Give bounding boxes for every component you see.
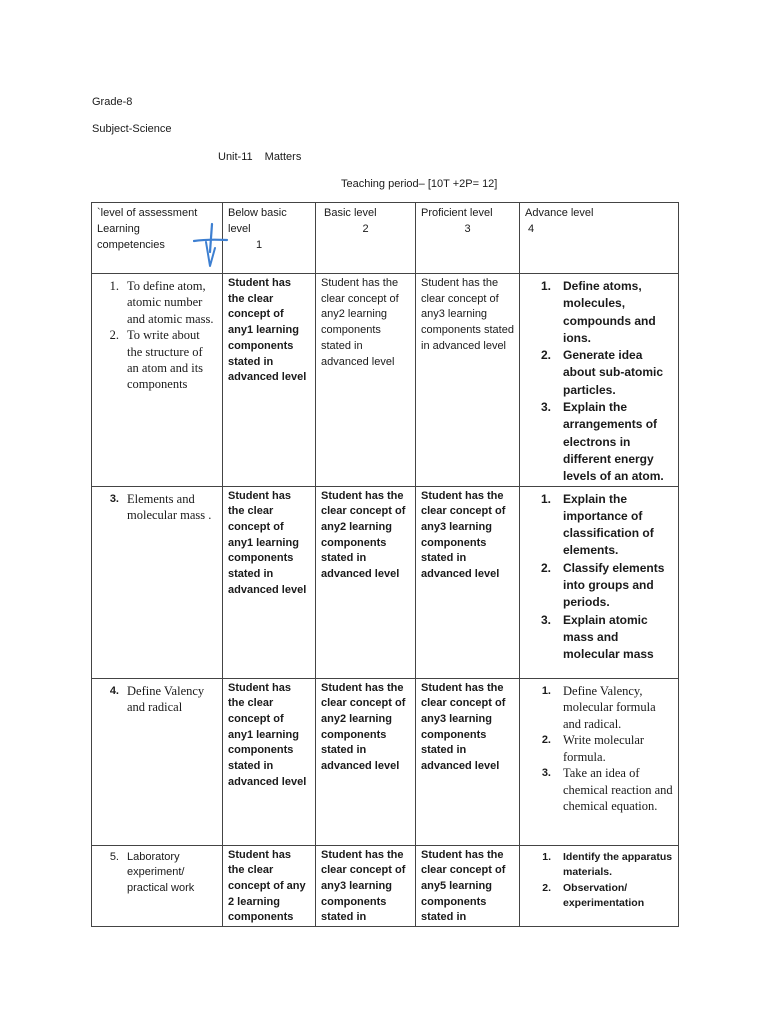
header-below-basic-number: 1	[256, 239, 263, 251]
list-number: 2.	[542, 881, 551, 894]
basic-cell	[316, 274, 416, 487]
proficient-text: Student has the clear concept of any3 learning components stated in advanced level	[421, 277, 514, 352]
list-number: 3.	[540, 400, 551, 415]
competency-cell	[92, 845, 223, 927]
advance-text: Generate idea about sub-atomic particles.	[563, 348, 664, 397]
advance-cell	[520, 486, 679, 678]
advance-text: Write molecular formula.	[563, 733, 645, 764]
list-number: 1.	[109, 279, 119, 293]
header-competencies	[92, 203, 223, 274]
competency-text: To define atom, atomic number and atomic mass.	[127, 279, 214, 326]
below-basic-text: Student has the clear concept of any1 learning components stated in advanced level	[228, 277, 307, 384]
proficient-cell	[416, 486, 520, 678]
header-basic	[316, 203, 416, 274]
list-item	[97, 491, 217, 524]
proficient-cell	[416, 678, 520, 845]
advance-text: Explain atomic mass and molecular mass	[563, 612, 654, 662]
header-basic-number: 2	[362, 223, 369, 235]
unit-heading	[218, 151, 301, 163]
below-basic-cell	[223, 486, 316, 678]
grade-label: Grade-8	[92, 96, 133, 108]
proficient-cell	[416, 274, 520, 487]
list-item	[525, 278, 673, 347]
advance-text: Identify the apparatus materials.	[563, 850, 673, 879]
competency-cell	[92, 486, 223, 678]
table-row	[92, 274, 679, 487]
list-item	[525, 399, 673, 485]
table-row	[92, 678, 679, 845]
subject-label: Subject-Science	[92, 123, 172, 135]
advance-text: Explain the importance of classification of elements.	[563, 491, 654, 558]
advance-text: Take an idea of chemical reaction and chemical equation.	[563, 766, 673, 814]
list-number: 4.	[109, 684, 119, 697]
list-item	[97, 327, 217, 393]
advance-text: Classify elements into groups and periods.	[563, 560, 665, 610]
table-row	[92, 845, 679, 927]
header-advance-label: Advance level	[525, 207, 594, 219]
header-basic-label: Basic level	[324, 207, 377, 219]
competency-text: Laboratory experiment/ practical work	[127, 850, 195, 894]
header-below-basic-label: Below basic	[228, 207, 287, 219]
list-item	[97, 683, 217, 716]
below-basic-text: Student has the clear concept of any1 learning components stated in advanced level	[228, 489, 307, 596]
advance-text: Explain the arrangements of electrons in different energy levels of an atom.	[563, 400, 664, 484]
assessment-rubric-table	[91, 202, 679, 927]
below-basic-text: Student has the clear concept of any 2 learning components	[228, 848, 306, 924]
header-learning: Learning	[97, 223, 140, 235]
list-number: 2.	[541, 734, 551, 747]
basic-text: Student has the clear concept of any3 learning components stated in	[321, 848, 406, 924]
basic-text: Student has the clear concept of any2 learning components stated in advanced level	[321, 277, 399, 368]
below-basic-text: Student has the clear concept of any1 learning components stated in advanced level	[228, 681, 307, 788]
header-competencies-label: competencies	[97, 239, 165, 251]
proficient-text: Student has the clear concept of any5 learning components stated in	[421, 848, 506, 924]
header-proficient-label: Proficient level	[421, 207, 493, 219]
list-number: 3.	[540, 612, 551, 627]
list-number: 1.	[542, 850, 551, 863]
table-row	[92, 486, 679, 678]
header-advance-number: 4	[528, 223, 535, 235]
header-level-of-assessment: `level of assessment	[97, 207, 198, 219]
advance-cell	[520, 845, 679, 927]
competency-text: Define Valency and radical	[127, 683, 205, 714]
list-number: 3.	[541, 767, 551, 780]
list-item	[525, 491, 673, 560]
below-basic-cell	[223, 678, 316, 845]
proficient-text: Student has the clear concept of any3 learning components stated in advanced level	[421, 489, 506, 581]
list-item	[525, 881, 673, 912]
below-basic-cell	[223, 274, 316, 487]
teaching-period: Teaching period– [10T +2P= 12]	[341, 178, 498, 190]
list-item	[97, 850, 217, 897]
list-number: 1.	[541, 684, 551, 697]
basic-cell	[316, 845, 416, 927]
advance-text: Define Valency, molecular formula and radical.	[563, 683, 656, 731]
header-proficient-number: 3	[464, 223, 471, 235]
proficient-text: Student has the clear concept of any3 learning components stated in advanced level	[421, 681, 506, 773]
proficient-cell	[416, 845, 520, 927]
list-item	[525, 765, 673, 815]
advance-text: Define atoms, molecules, compounds and ions.	[563, 279, 656, 345]
advance-cell	[520, 678, 679, 845]
competency-cell	[92, 274, 223, 487]
list-number: 1.	[540, 491, 551, 506]
list-number: 2.	[540, 348, 551, 363]
list-item	[525, 732, 673, 765]
unit-number: Unit-11	[218, 151, 253, 163]
table-header-row	[92, 203, 679, 274]
list-item	[525, 347, 673, 399]
advance-cell	[520, 274, 679, 487]
list-number: 2.	[109, 328, 119, 343]
advance-text: Observation/ experimentation	[563, 881, 645, 910]
header-below-basic	[223, 203, 316, 274]
header-below-basic-level: level	[228, 223, 251, 235]
competency-cell	[92, 678, 223, 845]
list-item	[525, 560, 673, 612]
list-item	[525, 850, 673, 881]
basic-cell	[316, 486, 416, 678]
list-number: 1.	[540, 279, 551, 293]
header-proficient	[416, 203, 520, 274]
list-number: 5.	[109, 850, 119, 863]
list-item	[525, 612, 673, 664]
basic-text: Student has the clear concept of any2 learning components stated in advanced level	[321, 489, 406, 581]
basic-cell	[316, 678, 416, 845]
list-item	[525, 683, 673, 733]
competency-text: To write about the structure of an atom and its components	[127, 328, 204, 392]
header-advance	[520, 203, 679, 274]
competency-text: Elements and molecular mass .	[127, 491, 212, 522]
list-item	[97, 278, 217, 327]
list-number: 3.	[109, 492, 119, 505]
below-basic-cell	[223, 845, 316, 927]
basic-text: Student has the clear concept of any2 learning components stated in advanced level	[321, 681, 406, 773]
list-number: 2.	[540, 560, 551, 575]
unit-title: Matters	[264, 151, 302, 163]
